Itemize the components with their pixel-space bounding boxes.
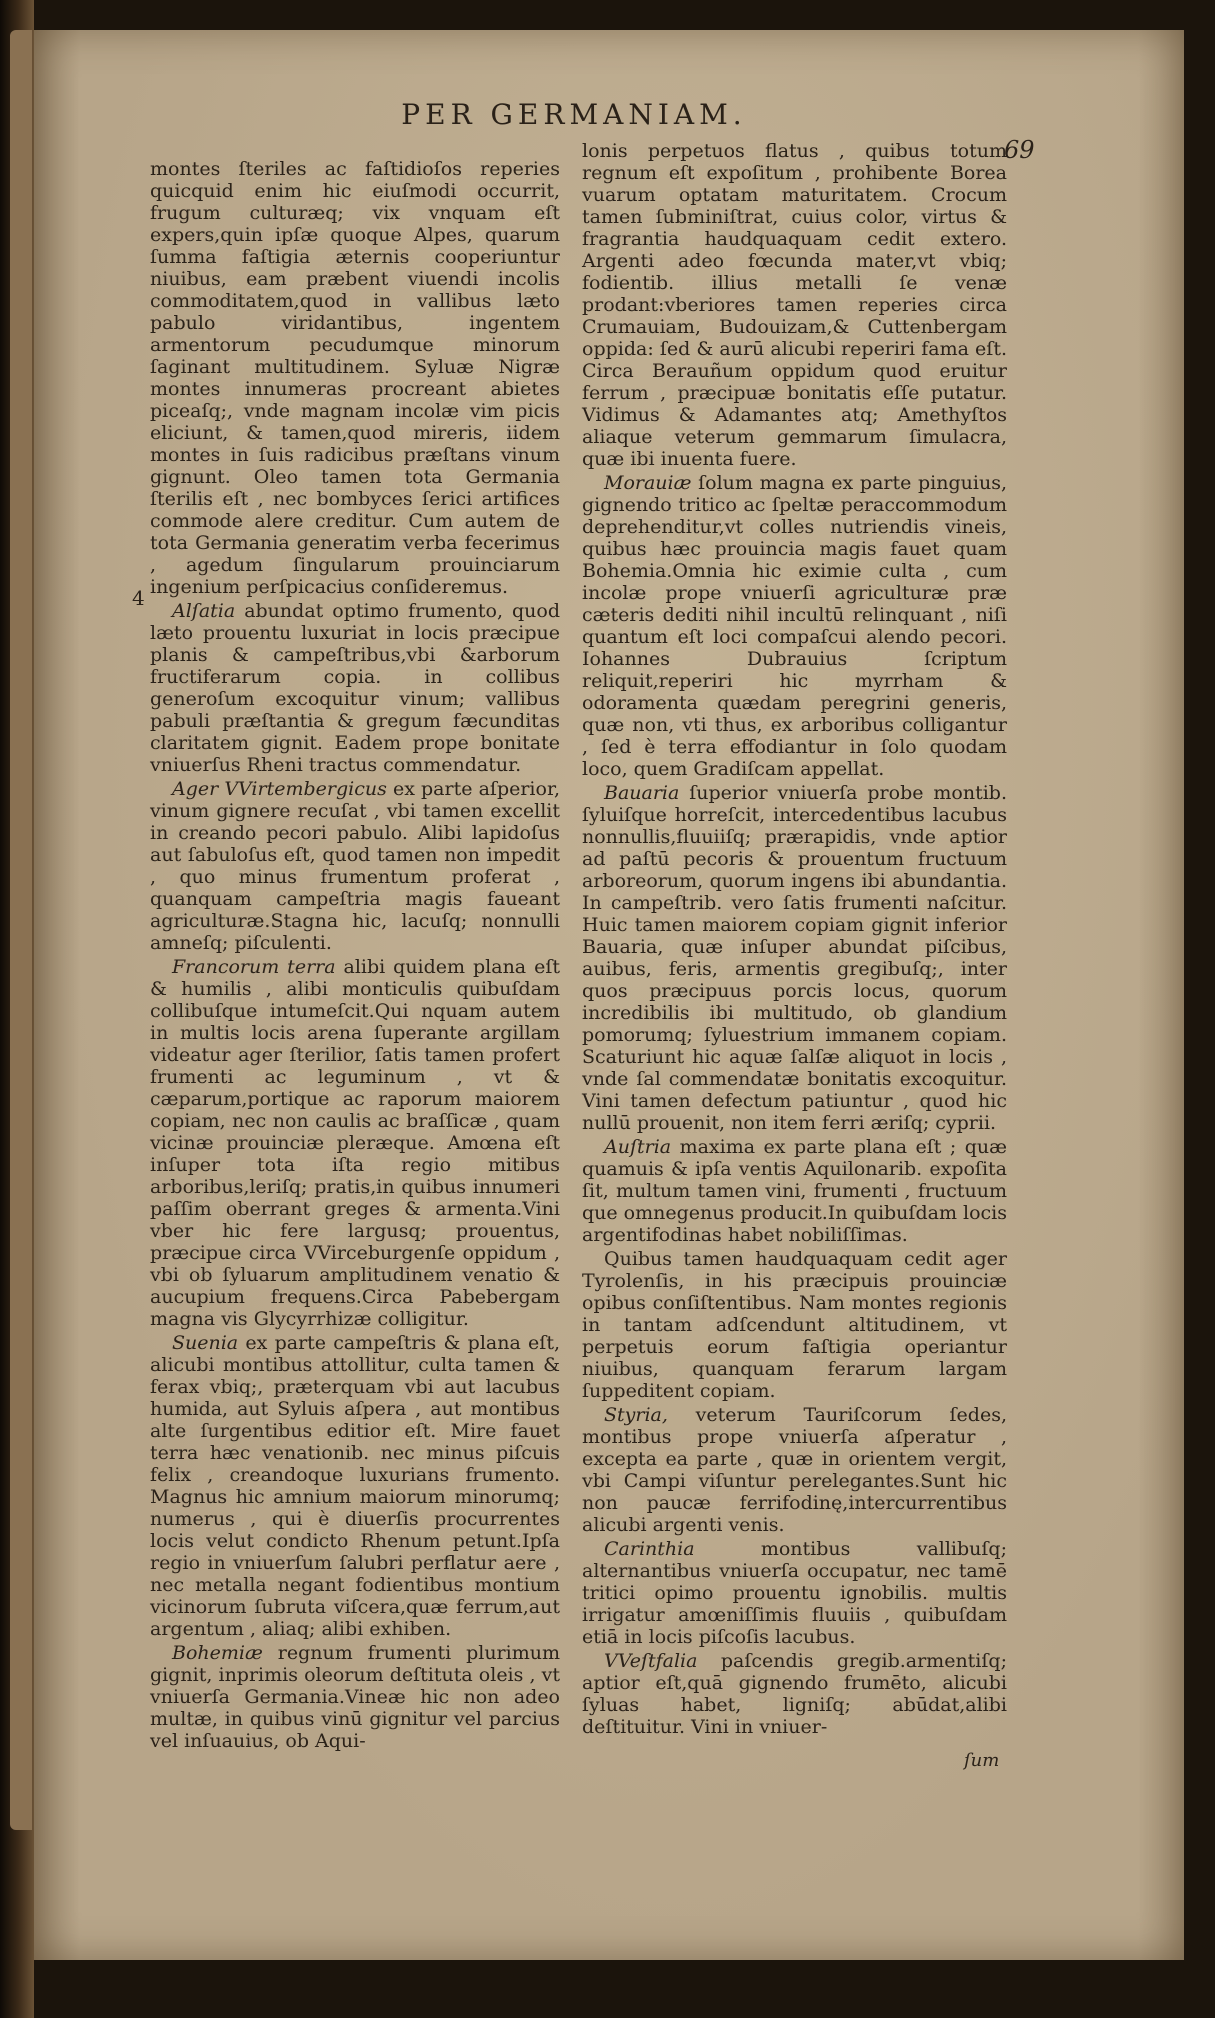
catchword: ſum	[964, 1750, 1000, 1771]
page-number: 69	[1004, 136, 1035, 164]
right-column	[582, 140, 1007, 1738]
paragraph: Suenia ex parte campeſtris & plana eſt, alicubi montibus attollitur, culta tamen & ferax vbiq;, præterquam vbi aut lacubus humida, aut Syluis aſpera , aut montibus alte ſurgentibus editior eſt. Mire fauet terra hæc venationib. nec minus piſcuis felix , creandoque luxurians frumento. Magnus hic amnium maiorum minorumq; numerus , qui è diuerſis procurrentes locis velut condicto Rhenum petunt.Ipſa regio in vniuerſum ſalubri perflatur aere , nec metalla negant fodientibus montium vicinorum ſubruta viſcera,quæ ferrum,aut argentum , aliaq; alibi exhiben.	[150, 1332, 560, 1640]
paragraph: VVeſtfalia paſcendis gregib.armentiſq; aptior eſt,quā gignendo frumēto, alicubi ſyluas habet, ligniſq; abūdat,alibi deſtituitur. Vini in vniuer-	[582, 1650, 1007, 1738]
region-rubric: Alſatia	[172, 600, 236, 622]
region-rubric: Bauaria	[604, 782, 680, 804]
region-rubric: Auſtria	[604, 1136, 672, 1158]
region-rubric: VVeſtfalia	[604, 1650, 698, 1672]
paragraph: lonis perpetuos flatus , quibus totum regnum eſt expoſitum , prohibente Borea vuarum optatam maturitatem. Crocum tamen ſubminiſtrat, cuius color, virtus & fragrantia haudquaquam cedit extero. Argenti adeo fœcunda mater,vt vbiq; fodientib. illius metalli ſe venæ prodant:vberiores tamen reperies circa Crumauiam, Budouizam,& Cuttenbergam oppida: ſed & aurū alicubi reperiri fama eſt. Circa Berauñum oppidum quod eruitur ferrum , præcipuæ bonitatis eſſe putatur. Vidimus & Adamantes atq; Amethyſtos aliaque veterum gemmarum ſimulacra, quæ ibi inuenta fuere.	[582, 140, 1007, 470]
region-rubric: Morauiæ	[604, 472, 692, 494]
paragraph: Ager VVirtembergicus ex parte aſperior, vinum gignere recuſat , vbi tamen excellit in creando pecori pabulo. Alibi lapidoſus aut ſabuloſus eſt, quod tamen non impedit , quo minus frumentum proferat , quanquam campeſtria magis faueant agriculturæ.Stagna hic, lacuſq; nonnulli amneſq; piſculenti.	[150, 778, 560, 954]
paragraph: Bauaria ſuperior vniuerſa probe montib. ſyluiſque horreſcit, intercedentibus lacubus nonnullis,fluuiiſq; prærapidis, vnde aptior ad paſtū pecoris & prouentum fructuum arboreorum, quorum ingens ibi abundantia. In campeſtrib. vero ſatis frumenti naſcitur. Huic tamen maiorem copiam gignit inferior Bauaria, quæ inſuper abundat piſcibus, auibus, feris, armentis gregibuſq;, inter quos præcipuus porcis locus, quorum incredibilis ibi multitudo, ob glandium pomorumq; ſyluestrium immanem copiam. Scaturiunt hic aquæ ſalſæ aliquot in locis , vnde ſal commendatæ bonitatis excoquitur. Vini tamen defectum patiuntur , quod hic nullū prouenit, non item ferri æriſq; cyprii.	[582, 782, 1007, 1134]
paragraph: Quibus tamen haudquaquam cedit ager Tyrolenſis, in his præcipuis prouinciæ opibus conſiſtentibus. Nam montes regionis in tantam adſcendunt altitudinem, vt perpetuis eorum faſtigia operiantur niuibus, quanquam ferarum largam ſuppeditent copiam.	[582, 1248, 1007, 1402]
paragraph: Styria, veterum Tauriſcorum ſedes, montibus prope vniuerſa aſperatur , excepta ea parte , quæ in orientem vergit, vbi Campi viſuntur perelegantes.Sunt hic non paucæ ferrifodinę,intercurrentibus alicubi argenti venis.	[582, 1404, 1007, 1536]
region-rubric: Suenia	[172, 1332, 239, 1354]
left-column	[150, 158, 560, 1752]
paragraph: Morauiæ ſolum magna ex parte pinguius, gignendo tritico ac ſpeltæ peraccommodum deprehenditur,vt colles nutriendis vineis, quibus hæc prouincia magis fauet quam Bohemia.Omnia hic eximie culta , cum incolæ prope vniuerſi agriculturæ præ cæteris dediti nihil incultū relinquant , niſi quantum eſt loci compaſcui alendo pecori. Iohannes Dubrauius ſcriptum reliquit,reperiri hic myrrham & odoramenta quædam peregrini generis, quæ non, vti thus, ex arboribus colligantur , ſed è terra effodiantur in ſolo quodam loco, quem Gradiſcam appellat.	[582, 472, 1007, 780]
paragraph: montes ſteriles ac faſtidioſos reperies quicquid enim hic eiuſmodi occurrit, frugum culturæq; vix vnquam eſt expers,quin ipſæ quoque Alpes, quarum ſumma faſtigia æternis cooperiuntur niuibus, eam præbent viuendi incolis commoditatem,quod in vallibus læto pabulo viridantibus, ingentem armentorum pecudumque minorum ſaginant multitudinem. Syluæ Nigræ montes innumeras procreant abietes piceaſq;, vnde magnam incolæ vim picis eliciunt, & tamen,quod mireris, iidem montes in ſuis radicibus præſtans vinum gignunt. Oleo tamen tota Germania ſterilis eſt , nec bombyces ſerici artifices commode alere creditur. Cum autem de tota Germania generatim verba fecerimus , agedum ſingularum prouinciarum ingenium perſpicacius conſideremus.	[150, 158, 560, 598]
paragraph: Auſtria maxima ex parte plana eſt ; quæ quamuis & ipſa ventis Aquilonarib. expoſita ſit, multum tamen vini, frumenti , fructuum que omnegenus producit.In quibuſdam locis argentifodinas habet nobiliſſimas.	[582, 1136, 1007, 1246]
paragraph: Carinthia montibus vallibuſq; alternantibus vniuerſa occupatur, nec tamē tritici opimo prouentu ignobilis. multis irrigatur amœniſſimis fluuiis , quibuſdam etiā in locis piſcoſis lacubus.	[582, 1538, 1007, 1648]
paragraph: Alſatia abundat optimo frumento, quod læto prouentu luxuriat in locis præcipue planis & campeſtribus,vbi &arborum fructiferarum copia. in collibus generoſum excoquitur vinum; vallibus pabuli præſtantia & gregum fæcunditas claritatem gignit. Eadem prope bonitate vniuerſus Rheni tractus commendatur.	[150, 600, 560, 776]
running-head: PER GERMANIAM.	[401, 98, 747, 131]
region-rubric: Bohemiæ	[172, 1642, 263, 1664]
region-rubric: Carinthia	[604, 1538, 695, 1560]
paragraph: Francorum terra alibi quidem plana eſt & humilis , alibi monticulis quibuſdam collibuſque intumeſcit.Qui nquam autem in multis locis arena ſuperante argillam videatur ager ſterilior, ſatis tamen profert frumenti ac leguminum , vt & cæparum,portique ac raporum maiorem copiam, nec non caulis ac braſſicæ , quam vicinæ prouinciæ pleræque. Amœna eſt inſuper tota iſta regio mitibus arboribus,leriſq; pratis,in quibus innumeri paſſim oberrant greges & armenta.Vini vber hic fere largusq; prouentus, præcipue circa VVirceburgenſe oppidum , vbi ob ſyluarum amplitudinem venatio & aucupium frequens.Circa Pabebergam magna vis Glycyrrhizæ colligitur.	[150, 956, 560, 1330]
margin-mark: 4	[132, 586, 145, 610]
book-page	[34, 30, 1184, 1960]
paragraph: Bohemiæ regnum frumenti plurimum gignit, inprimis oleorum deſtituta oleis , vt vniuerſa Germania.Vineæ hic non adeo multæ, in quibus vinū gignitur vel parcius vel inſuauius, ob Aqui-	[150, 1642, 560, 1752]
region-rubric: Styria,	[604, 1404, 668, 1426]
facing-page-edge	[10, 30, 32, 1830]
region-rubric: Ager VVirtembergicus	[172, 778, 387, 800]
region-rubric: Francorum terra	[172, 956, 336, 978]
